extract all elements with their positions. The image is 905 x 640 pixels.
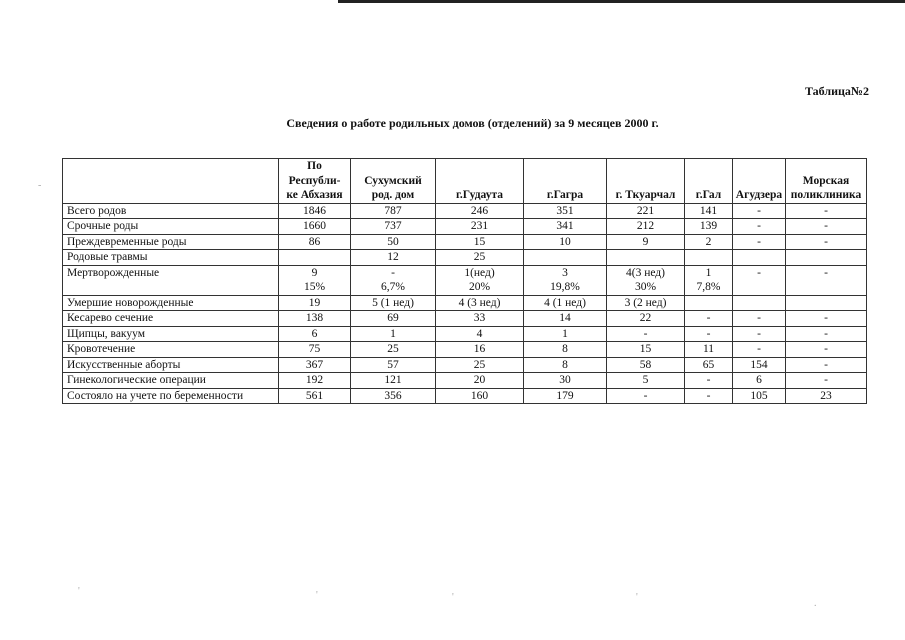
data-cell: - [733, 311, 786, 327]
data-cell: 57 [351, 357, 436, 373]
row-label: Срочные роды [63, 219, 279, 235]
data-cell: 65 [685, 357, 733, 373]
data-cell: 3 (2 нед) [607, 295, 685, 311]
data-cell: 9 15% [279, 265, 351, 295]
data-cell: 19 [279, 295, 351, 311]
data-cell: - [733, 203, 786, 219]
column-header: г.Гагра [524, 159, 607, 204]
table-row [63, 311, 867, 327]
column-header: г.Гал [685, 159, 733, 204]
scan-speck: . [814, 598, 817, 609]
data-cell [685, 250, 733, 266]
data-cell: - [786, 342, 867, 358]
data-cell: 221 [607, 203, 685, 219]
data-cell: - [733, 326, 786, 342]
data-cell: 75 [279, 342, 351, 358]
data-cell: - [786, 326, 867, 342]
data-cell: 351 [524, 203, 607, 219]
data-cell: 30 [524, 373, 607, 389]
table-row [63, 295, 867, 311]
data-cell: 1846 [279, 203, 351, 219]
row-label: Состояло на учете по беременности [63, 388, 279, 404]
data-cell: - [607, 326, 685, 342]
data-cell: 11 [685, 342, 733, 358]
data-cell: 9 [607, 234, 685, 250]
data-cell: 212 [607, 219, 685, 235]
data-cell: 4 (1 нед) [524, 295, 607, 311]
row-label: Преждевременные роды [63, 234, 279, 250]
data-cell: 231 [436, 219, 524, 235]
data-cell: 25 [351, 342, 436, 358]
data-cell: - [786, 373, 867, 389]
data-cell: 33 [436, 311, 524, 327]
data-cell: 105 [733, 388, 786, 404]
data-cell: 367 [279, 357, 351, 373]
data-cell: 15 [436, 234, 524, 250]
data-cell: - [786, 219, 867, 235]
header-cell-blank [63, 159, 279, 204]
data-cell: 69 [351, 311, 436, 327]
table-row [63, 342, 867, 358]
data-cell: 86 [279, 234, 351, 250]
table-row [63, 373, 867, 389]
row-label: Родовые травмы [63, 250, 279, 266]
data-cell: - [607, 388, 685, 404]
table-number-label: Таблица№2 [804, 84, 869, 98]
table-row [63, 203, 867, 219]
scan-speck: - [38, 180, 42, 191]
data-cell: - [786, 311, 867, 327]
row-label: Кесарево сечение [63, 311, 279, 327]
document-title: Сведения о работе родильных домов (отделений) за 9 месяцев 2000 г. [286, 116, 659, 130]
scan-speck: ' [78, 586, 80, 597]
data-cell: 192 [279, 373, 351, 389]
column-header: г. Ткуарчал [607, 159, 685, 204]
data-cell: 121 [351, 373, 436, 389]
table-header-row [63, 159, 867, 204]
data-cell: - [685, 326, 733, 342]
column-header: г.Гудаута [436, 159, 524, 204]
column-header: Морская поликлиника [786, 159, 867, 204]
data-cell: - [786, 203, 867, 219]
row-label: Кровотечение [63, 342, 279, 358]
data-cell: 25 [436, 250, 524, 266]
data-cell: - [685, 373, 733, 389]
data-cell: - [786, 234, 867, 250]
data-cell: 2 [685, 234, 733, 250]
data-cell: - [733, 219, 786, 235]
data-cell: - [786, 265, 867, 295]
row-label: Гинекологические операции [63, 373, 279, 389]
data-cell: 10 [524, 234, 607, 250]
data-cell: 138 [279, 311, 351, 327]
table-row [63, 250, 867, 266]
data-cell [786, 295, 867, 311]
row-label: Умершие новорожденные [63, 295, 279, 311]
data-cell: 4 (3 нед) [436, 295, 524, 311]
data-cell: 58 [607, 357, 685, 373]
data-cell: 12 [351, 250, 436, 266]
data-cell: 8 [524, 342, 607, 358]
data-cell [733, 250, 786, 266]
column-header: Сухумский род. дом [351, 159, 436, 204]
data-cell [685, 295, 733, 311]
data-cell: 14 [524, 311, 607, 327]
data-cell: 1(нед) 20% [436, 265, 524, 295]
data-cell: 5 (1 нед) [351, 295, 436, 311]
data-cell: - 6,7% [351, 265, 436, 295]
data-cell: 341 [524, 219, 607, 235]
table-row [63, 357, 867, 373]
row-label: Щипцы, вакуум [63, 326, 279, 342]
data-cell: 6 [733, 373, 786, 389]
data-cell: 1 [351, 326, 436, 342]
data-cell: 6 [279, 326, 351, 342]
data-cell: 5 [607, 373, 685, 389]
scan-speck: ' [636, 592, 638, 603]
data-cell: 50 [351, 234, 436, 250]
data-cell: 3 19,8% [524, 265, 607, 295]
data-cell: - [685, 388, 733, 404]
data-cell: 22 [607, 311, 685, 327]
table-row [63, 388, 867, 404]
row-label: Мертворожденные [63, 265, 279, 295]
table-row [63, 265, 867, 295]
data-cell: 4 [436, 326, 524, 342]
data-cell [607, 250, 685, 266]
data-cell: 1 7,8% [685, 265, 733, 295]
scan-speck: ' [316, 590, 318, 601]
data-cell [279, 250, 351, 266]
data-cell: 15 [607, 342, 685, 358]
data-cell: 141 [685, 203, 733, 219]
row-label: Всего родов [63, 203, 279, 219]
data-cell: 1 [524, 326, 607, 342]
data-cell: 20 [436, 373, 524, 389]
data-cell: 561 [279, 388, 351, 404]
data-cell [524, 250, 607, 266]
data-cell: 737 [351, 219, 436, 235]
data-cell: 179 [524, 388, 607, 404]
data-cell: - [733, 265, 786, 295]
table-row [63, 234, 867, 250]
data-cell: 160 [436, 388, 524, 404]
data-cell: 25 [436, 357, 524, 373]
data-cell: 154 [733, 357, 786, 373]
data-cell: 356 [351, 388, 436, 404]
data-cell: - [685, 311, 733, 327]
data-cell: 787 [351, 203, 436, 219]
table-row [63, 326, 867, 342]
data-cell: 4(3 нед) 30% [607, 265, 685, 295]
data-cell: 23 [786, 388, 867, 404]
maternity-statistics-table [62, 158, 867, 404]
data-cell [786, 250, 867, 266]
data-cell [733, 295, 786, 311]
scan-speck: ' [452, 592, 454, 603]
data-cell: 8 [524, 357, 607, 373]
data-cell: 139 [685, 219, 733, 235]
scan-top-border [338, 0, 905, 3]
data-cell: 1660 [279, 219, 351, 235]
data-cell: - [733, 342, 786, 358]
table-row [63, 219, 867, 235]
column-header: По Республи- ке Абхазия [279, 159, 351, 204]
data-cell: 246 [436, 203, 524, 219]
row-label: Искусственные аборты [63, 357, 279, 373]
column-header: Агудзера [733, 159, 786, 204]
data-cell: - [733, 234, 786, 250]
data-cell: - [786, 357, 867, 373]
data-cell: 16 [436, 342, 524, 358]
